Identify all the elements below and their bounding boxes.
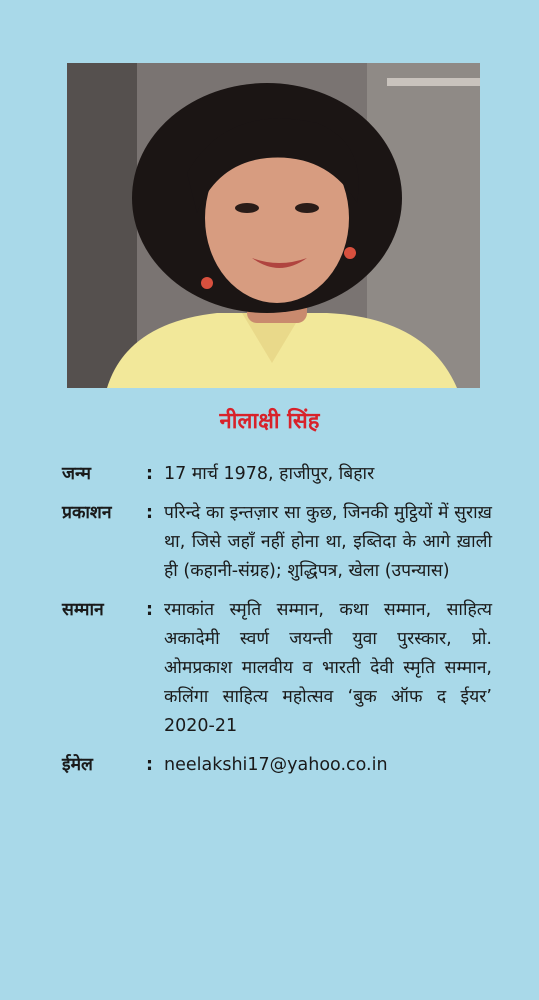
- detail-row-awards: [62, 596, 492, 741]
- author-portrait-image: [67, 63, 480, 388]
- detail-value: रमाकांत स्मृति सम्मान, कथा सम्मान, साहित्य अकादेमी स्वर्ण जयन्ती युवा पुरस्कार, प्रो. ओमप्रकाश मालवीय व भारती देवी स्मृति सम्मान, कलिंगा साहित्य महोत्सव ‘बुक ऑफ द ईयर’ 2020-21: [164, 600, 492, 736]
- detail-row-publications: [62, 499, 492, 586]
- author-name: नीलाक्षी सिंह: [219, 409, 320, 434]
- detail-label: प्रकाशन: [62, 503, 112, 523]
- author-photo: [67, 63, 480, 388]
- author-details: [62, 460, 492, 790]
- detail-value: 17 मार्च 1978, हाजीपुर, बिहार: [164, 464, 375, 484]
- detail-label: जन्म: [62, 464, 92, 484]
- detail-value: परिन्दे का इन्तज़ार सा कुछ, जिनकी मुट्ठियों में सुराख़ था, जिसे जहाँ नहीं होना था, इब्तिदा के आगे ख़ाली ही (कहानी-संग्रह); शुद्धिपत्र, खेला (उपन्यास): [164, 503, 492, 581]
- detail-row-birth: [62, 460, 492, 489]
- detail-colon: :: [146, 600, 153, 620]
- detail-colon: :: [146, 503, 153, 523]
- email-value[interactable]: neelakshi17@yahoo.co.in: [164, 755, 388, 775]
- detail-colon: :: [146, 755, 153, 775]
- detail-colon: :: [146, 464, 153, 484]
- detail-row-email: [62, 751, 492, 780]
- detail-label: ईमेल: [62, 755, 93, 775]
- detail-label: सम्मान: [62, 600, 104, 620]
